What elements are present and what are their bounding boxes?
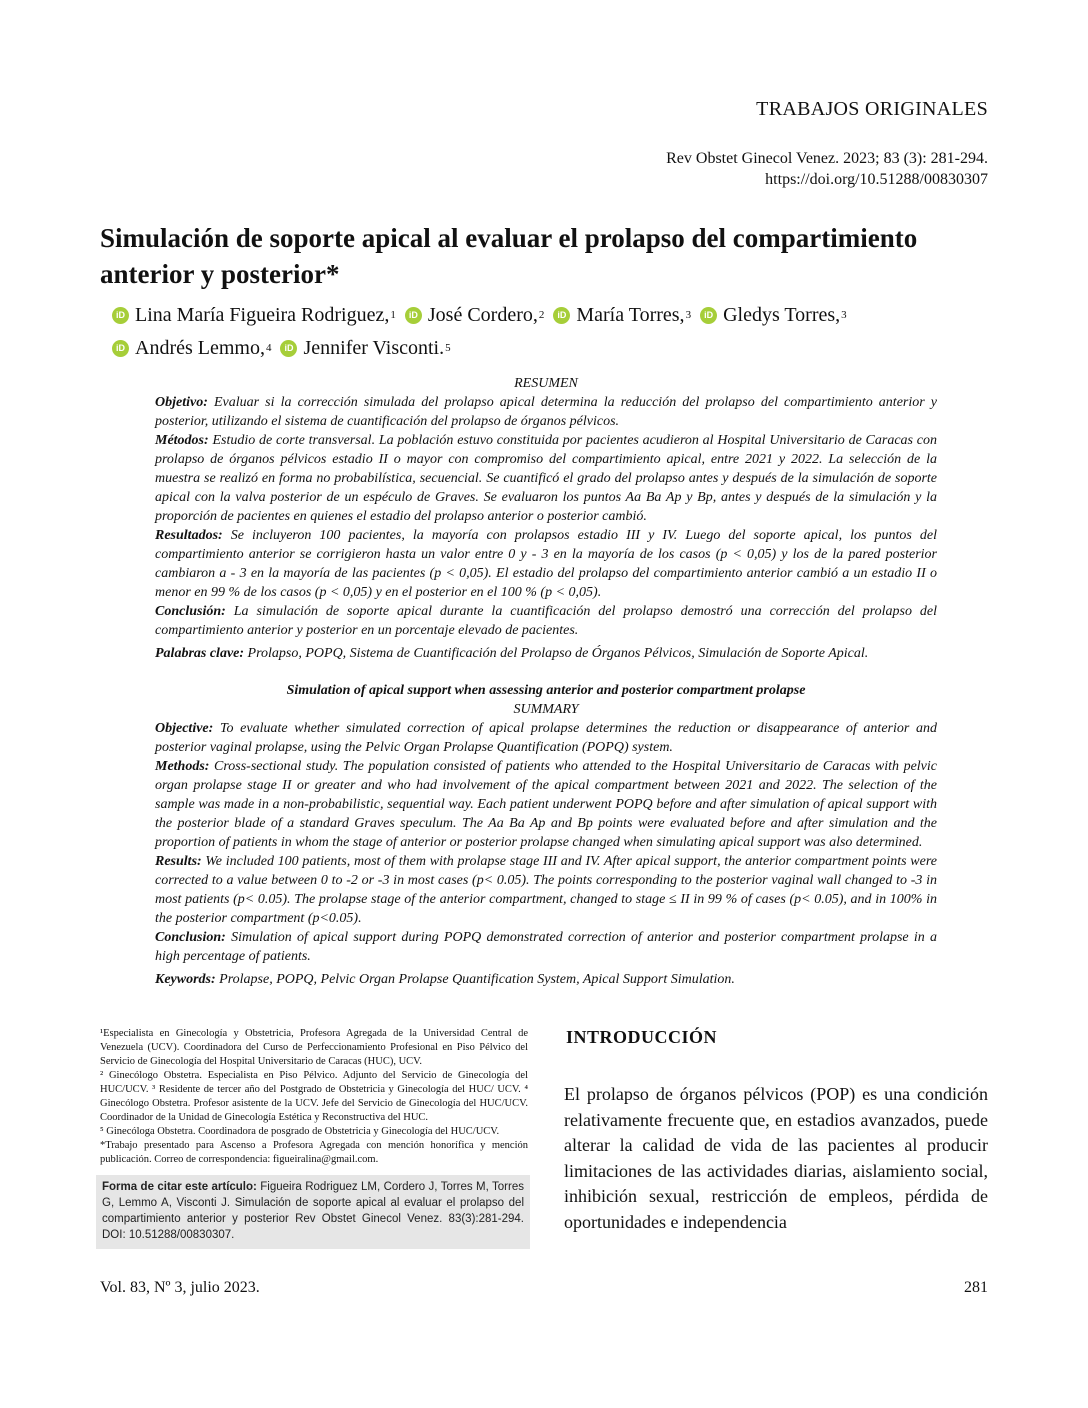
label: Palabras clave: [155,646,245,661]
author-name: María Torres, [576,304,685,326]
label: Métodos: [155,433,209,448]
label: Conclusión: [155,604,226,619]
affiliation-mark: 4 [265,342,272,354]
author[interactable] [112,300,396,330]
author-name: Lina María Figueira Rodriguez, [135,304,390,326]
label: Objetivo: [155,395,208,410]
resumen-metodos [155,431,937,526]
author[interactable] [280,333,450,363]
author[interactable] [553,300,691,330]
footer-volume: Vol. 83, Nº 3, julio 2023. [100,1279,260,1296]
label: Methods: [155,759,210,774]
author[interactable] [405,300,544,330]
summary-methods [155,757,937,852]
resumen-resultados [155,526,937,602]
affiliation-mark: 3 [685,309,692,321]
label: Resultados: [155,528,223,543]
footnote: *Trabajo presentado para Ascenso a Profesora Agregada con mención honorífica y mención publicación. Correo de correspondencia: figueiralina@gmail.com. [100,1140,528,1165]
page-number: 281 [964,1279,988,1296]
footnote: ² Ginecólogo Obstetra. Especialista en Piso Pélvico. Adjunto del Servicio de Ginecología del HUC/UCV. ³ Residente de tercer año del Postgrado de Obstetricia y Ginecología del HUC/ UCV. ⁴ Ginecólogo Obstetra. Profesor asistente de la UCV. Jefe del Servicio de Ginecología del HUC/UCV. Coordinador de la Unidad de Ginecología Estética y Reconstructiva del HUC. [100,1070,528,1123]
paragraph-text: To evaluate whether simulated correction of apical prolapse determines the reduction or disappearance of anterior and posterior vaginal prolapse, using the Pelvic Organ Prolapse Quantification (POPQ) system. [155,721,937,755]
paragraph-text: La simulación de soporte apical durante la cuantificación del prolapso demostró una corrección del prolapso del compartimiento anterior y posterior en un porcentaje elevado de pacientes. [155,604,938,638]
citation-text: Figueira Rodriguez LM, Cordero J, Torres M, Torres G, Lemmo A, Visconti J. Simulación de soporte apical al evaluar el prolapso del compartimiento anterior y posterior Rev Obstet Ginecol Venez. 83(3):281-294. DOI: 10.51288/00830307. [102,1181,524,1241]
doi-link[interactable]: https://doi.org/10.51288/00830307 [765,171,988,188]
english-title: Simulation of apical support when assessing anterior and posterior compartment prolapse [286,683,806,698]
journal-reference [666,148,988,190]
summary-results [155,852,937,928]
affiliation-mark: 2 [538,309,545,321]
section-heading: INTRODUCCIÓN [566,1027,718,1047]
paragraph-text: Se incluyeron 100 pacientes, la mayoría con prolapsos estadio III y IV. Luego del soporte apical, los puntos del compartimiento anterior se corrigieron hasta un valor entre 0 y - 3 en la mayoría de los casos (p < 0,05) y los de la pared posterior cambiaron a - 3 en la mayoría de las pacientes (p < 0,05). El estadio del prolapso del compartimiento anterior cambió a un estadio II o menor en 99 % de los casos (p < 0,05) y en el posterior en el 100 % (p < 0,05). [155,528,938,600]
article-title: Simulación de soporte apical al evaluar el prolapso del compartimiento anterior y posterior* [100,223,918,289]
section-label: TRABAJOS ORIGINALES [756,98,988,120]
footnote: ⁵ Ginecóloga Obstetra. Coordinadora de posgrado de Obstetricia y Ginecología del HUC/UCV. [100,1126,500,1137]
paragraph-text: We included 100 patients, most of them with prolapse stage III and IV. After apical support, the anterior compartment points were corrected to a value between 0 to -2 or -3 in most cases (p< 0.05). The points corresponding to the posterior vaginal wall changed to -3 in most patients (p< 0.05). The prolapse stage of the anterior compartment, changed to stage ≤ II in 99 % of cases (p< 0.05), and in 100% in the posterior compartment (p<0.05). [155,854,937,926]
affiliation-mark: 3 [841,309,847,321]
author-name: Gledys Torres, [723,304,841,326]
paragraph-text: Cross-sectional study. The population consisted of patients who attended to the Hospital Universitario de Caracas with pelvic organ prolapse stage II or greater and who had involvement of the apical compartment between 2021 and 2022. The selection of the sample was made in a non-probabilistic, sequential way. Each patient underwent POPQ before and after simulation of apical support with the posterior blade of a standard Graves speculum. The Aa Ba Ap and Bp points were evaluated before and after simulation and the proportion of patients in whom the stage of anterior or posterior prolapse changed when simulating apical support was also determined. [155,759,937,850]
paragraph-text: Simulation of apical support during POPQ demonstrated correction of anterior and posterior compartment prolapse in a high percentage of patients. [155,930,938,964]
citation-line: Rev Obstet Ginecol Venez. 2023; 83 (3): 281-294. [666,150,988,167]
author-list [112,297,992,363]
summary-heading: SUMMARY [513,702,579,717]
paragraph-text: Prolapse, POPQ, Pelvic Organ Prolapse Quantification System, Apical Support Simulation. [219,972,735,987]
summary-block [155,681,937,989]
resumen-block [155,374,937,663]
summary-conclusion [155,928,937,966]
resumen-conclusion [155,602,937,640]
paragraph-text: Estudio de corte transversal. La población estuvo constituida por pacientes acudieron al Hospital Universitario de Caracas con prolapso de órganos pélvicos estadio II o mayor con compromiso del compartimiento apical, entre 2021 y 2022. La selección de la muestra se realizó en forma no probabilística, secuencial. Se cuantificó el grado del prolapso antes y después de la simulación de soporte apical con la valva posterior de un espéculo de Graves. Se evaluaron los puntos Aa Ba Ap y Bp, antes y después de la simulación y la proporción de pacientes en quienes el estadio del prolapso anterior o posterior cambió. [155,433,938,524]
affiliation-mark: 1 [390,309,396,321]
orcid-icon[interactable]: iD [112,340,129,357]
label: Results: [155,854,202,869]
resumen-keywords [155,644,937,663]
citation-box [96,1175,530,1249]
label: Keywords: [155,972,216,987]
label: Conclusion: [155,930,226,945]
summary-keywords [155,970,937,989]
summary-objective [155,719,937,757]
orcid-icon[interactable]: iD [700,307,717,324]
affiliation-footnotes [100,1027,528,1167]
footnote: ¹Especialista en Ginecología y Obstetricia, Profesora Agregada de la Universidad Central de Venezuela (UCV). Coordinadora del Curso de Perfeccionamiento Profesional en Piso Pélvico del Servicio de Ginecología del Hospital Universitario de Caracas (HUC), UCV. [100,1028,528,1067]
orcid-icon[interactable]: iD [280,340,297,357]
orcid-icon[interactable]: iD [405,307,422,324]
orcid-icon[interactable]: iD [553,307,570,324]
orcid-icon[interactable]: iD [112,307,129,324]
author-name: Jennifer Visconti. [303,337,445,359]
author[interactable] [700,300,847,330]
author-name: José Cordero, [427,304,538,326]
resumen-heading: RESUMEN [514,376,578,391]
citation-label: Forma de citar este artículo: [102,1181,257,1193]
label: Objective: [155,721,214,736]
resumen-objetivo [155,393,937,431]
paragraph-text: Evaluar si la corrección simulada del prolapso apical determina la reducción del prolapso del compartimiento anterior y posterior, utilizando el sistema de cuantificación del prolapso de órganos pélvicos. [155,395,938,429]
affiliation-mark: 5 [445,342,451,354]
paragraph-text: Prolapso, POPQ, Sistema de Cuantificación del Prolapso de Órganos Pélvicos, Simulación de Soporte Apical. [247,646,869,661]
introduction-paragraph: El prolapso de órganos pélvicos (POP) es una condición relativamente frecuente que, en estadios avanzados, puede alterar la calidad de vida de las pacientes al producir limitaciones de las actividades diarias, aislamiento social, inhibición sexual, restricción de empleos, pérdida de oportunidades e independencia [564,1084,988,1232]
author-name: Andrés Lemmo, [135,337,265,359]
author[interactable] [112,333,271,363]
